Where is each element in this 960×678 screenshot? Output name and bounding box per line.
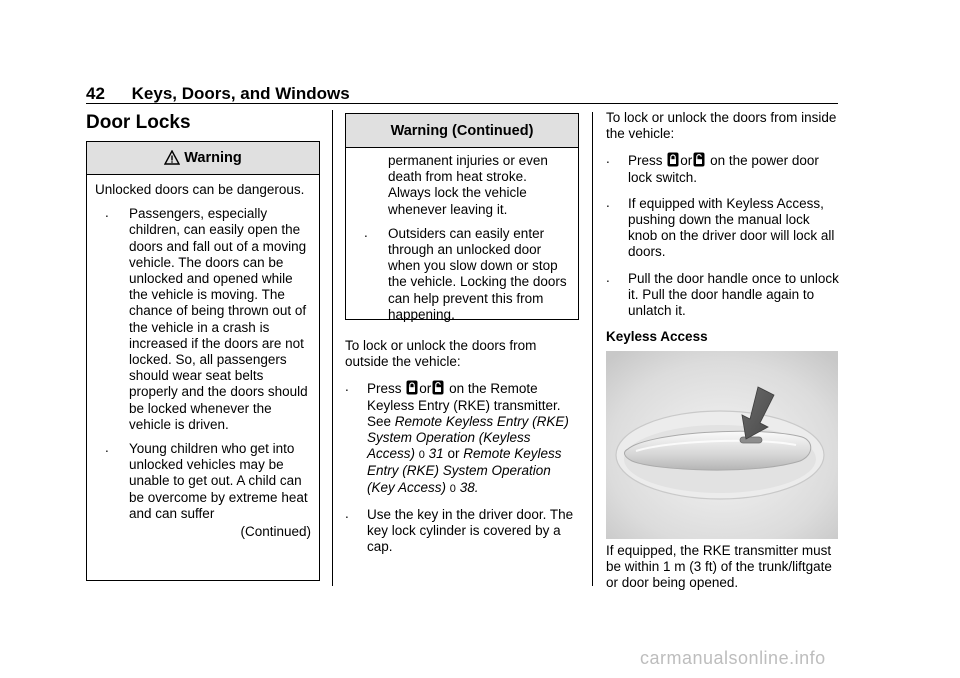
warning-box xyxy=(86,141,320,581)
lock-icon xyxy=(406,380,418,395)
warning-continued-box xyxy=(345,113,579,320)
door-handle-illustration xyxy=(606,351,838,539)
keyless-access-text: If equipped, the RKE transmitter must be within 1 m (3 ft) of the trunk/liftgate or door being opened. xyxy=(606,543,832,591)
warning-icon xyxy=(164,150,180,166)
continued-label: (Continued) xyxy=(240,524,311,540)
column-divider-2 xyxy=(592,112,593,586)
keyless-access-heading: Keyless Access xyxy=(606,329,708,345)
column-3-text xyxy=(606,110,842,345)
warning-bullet: . Young children who get into unlocked vehicles may be unable to get out. A child can be overcome by extreme heat and can suffer xyxy=(105,440,308,521)
inside-intro: To lock or unlock the doors from inside the vehicle: xyxy=(606,110,837,142)
list-item: . Pull the door handle once to unlock it. Pull the door handle again to unlatch it. xyxy=(606,269,839,319)
warning-continued-header: Warning (Continued) xyxy=(346,114,578,148)
warning-title: Warning xyxy=(184,150,242,166)
outside-intro: To lock or unlock the doors from outside the vehicle: xyxy=(345,338,537,370)
warning-intro: Unlocked doors can be dangerous. xyxy=(95,182,305,197)
column-2-text xyxy=(345,338,581,555)
xref-arrow: 0 xyxy=(449,482,456,495)
page-number: 42 xyxy=(86,84,105,103)
watermark: carmanualsonline.info xyxy=(640,648,826,668)
lock-icon xyxy=(667,152,679,167)
list-item: . If equipped with Keyless Access, pushing down the manual lock knob on the driver door will lock all doors. xyxy=(606,194,835,260)
list-item: . Press or on the power door lock switch. xyxy=(606,151,819,185)
warning-bullet: . Passengers, especially children, can easily open the doors and fall out of a moving vehicle. The doors can be unlocked and opened while the vehicle is moving. The chance of being thrown out of the vehicle in a crash is increased if the doors are not locked. So, all passengers should wear seat belts properly and the doors should be locked whenever the vehicle is driven. xyxy=(105,205,308,432)
xref-arrow: 0 xyxy=(418,449,425,462)
section-title: Door Locks xyxy=(86,112,191,133)
unlock-icon xyxy=(693,152,705,167)
chapter-title: Keys, Doors, and Windows xyxy=(131,84,350,103)
warning-continued-text: permanent injuries or even death from heat stroke. Always lock the vehicle whenever leaving it. xyxy=(388,153,548,217)
list-item: . Use the key in the driver door. The key lock cylinder is covered by a cap. xyxy=(345,505,574,555)
unlock-icon xyxy=(432,380,444,395)
column-divider-1 xyxy=(332,110,333,586)
list-item: . Press or on the Remote Keyless Entry (RKE) transmitter. See Remote Keyless Entry (RKE) System Operation (Keyless Access) 0 31 or Remote Keyless Entry (RKE) System Operation (Key Access) 0 38. xyxy=(345,379,569,495)
warning-header xyxy=(87,142,319,175)
page-header xyxy=(86,84,350,104)
warning-bullet: . Outsiders can easily enter through an unlocked door when you slow down or stop the vehicle. Locking the doors can help prevent this from happening. xyxy=(364,224,567,322)
header-rule xyxy=(86,103,838,104)
